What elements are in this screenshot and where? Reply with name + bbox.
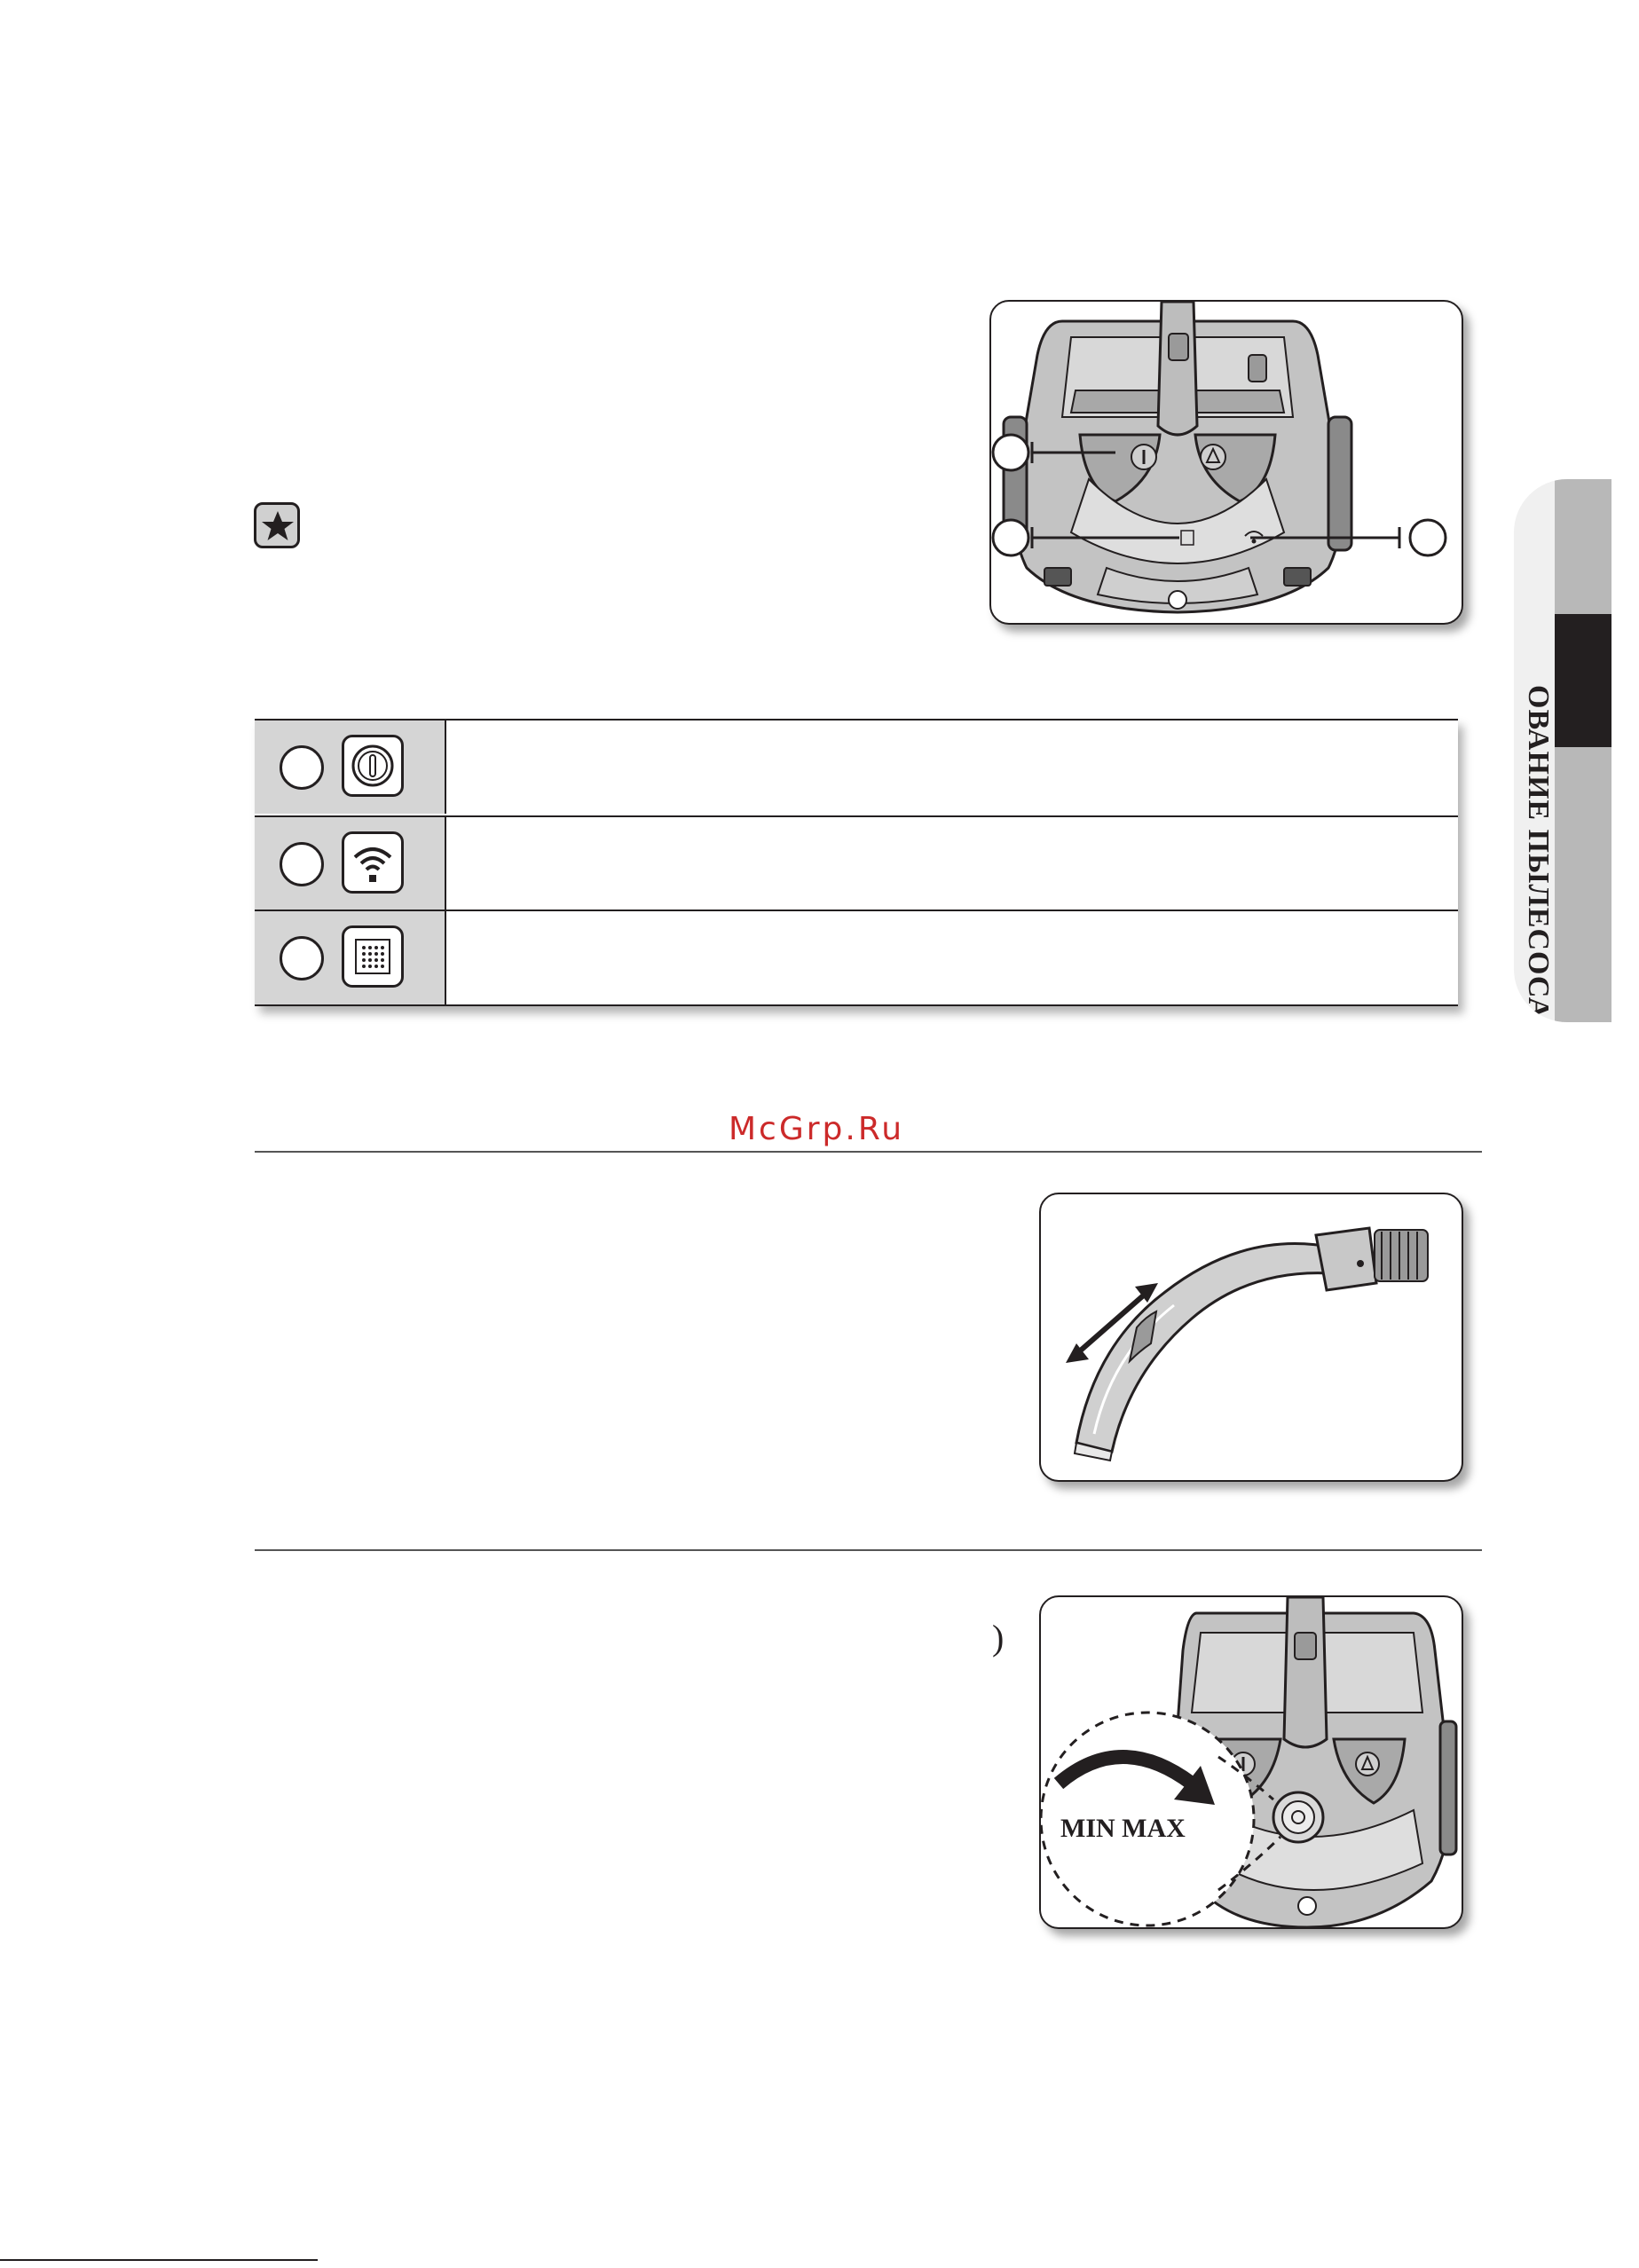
- callout-circle-1: [993, 435, 1028, 470]
- callout-circle-3: [1410, 520, 1446, 555]
- min-max-label: MIN MAX: [1060, 1814, 1186, 1843]
- side-tab-label: [1517, 685, 1558, 1022]
- row-number-circle: [280, 745, 324, 790]
- table-row: [255, 815, 1458, 910]
- tab-strip: [1555, 479, 1611, 614]
- wifi-signal-icon: [342, 831, 404, 894]
- note-star-icon: [254, 502, 300, 548]
- stray-parenthesis: ): [992, 1618, 1005, 1658]
- hose-handle-illustration: [1041, 1194, 1462, 1480]
- callout-circle-2: [993, 520, 1028, 555]
- table-row: [255, 721, 1458, 814]
- section-divider: [255, 1151, 1482, 1153]
- power-dial-illustration: [1041, 1597, 1462, 1927]
- power-icon: [342, 735, 404, 797]
- footer-rule: [0, 2259, 318, 2261]
- tab-strip-active: [1555, 614, 1611, 747]
- figure-power-dial: [1039, 1595, 1463, 1929]
- section-divider: [255, 1549, 1482, 1551]
- indicator-table: [255, 719, 1458, 1006]
- table-row: [255, 910, 1458, 1004]
- indicator-icon-cell: [255, 911, 446, 1004]
- figure-hose-handle: [1039, 1193, 1463, 1482]
- filter-dots-icon: [342, 925, 404, 988]
- indicator-icon-cell: [255, 817, 446, 910]
- side-section-tab: [1514, 479, 1611, 1022]
- side-tab-text: ОВАНИЕ ПЫЛЕСОСА: [1522, 685, 1555, 1020]
- row-number-circle: [280, 936, 324, 980]
- figure-vacuum-top: [989, 300, 1463, 625]
- watermark: McGrp.Ru: [728, 1111, 905, 1147]
- indicator-icon-cell: [255, 721, 446, 814]
- vacuum-top-illustration: [991, 302, 1462, 623]
- row-number-circle: [280, 842, 324, 886]
- tab-strip: [1555, 747, 1611, 1022]
